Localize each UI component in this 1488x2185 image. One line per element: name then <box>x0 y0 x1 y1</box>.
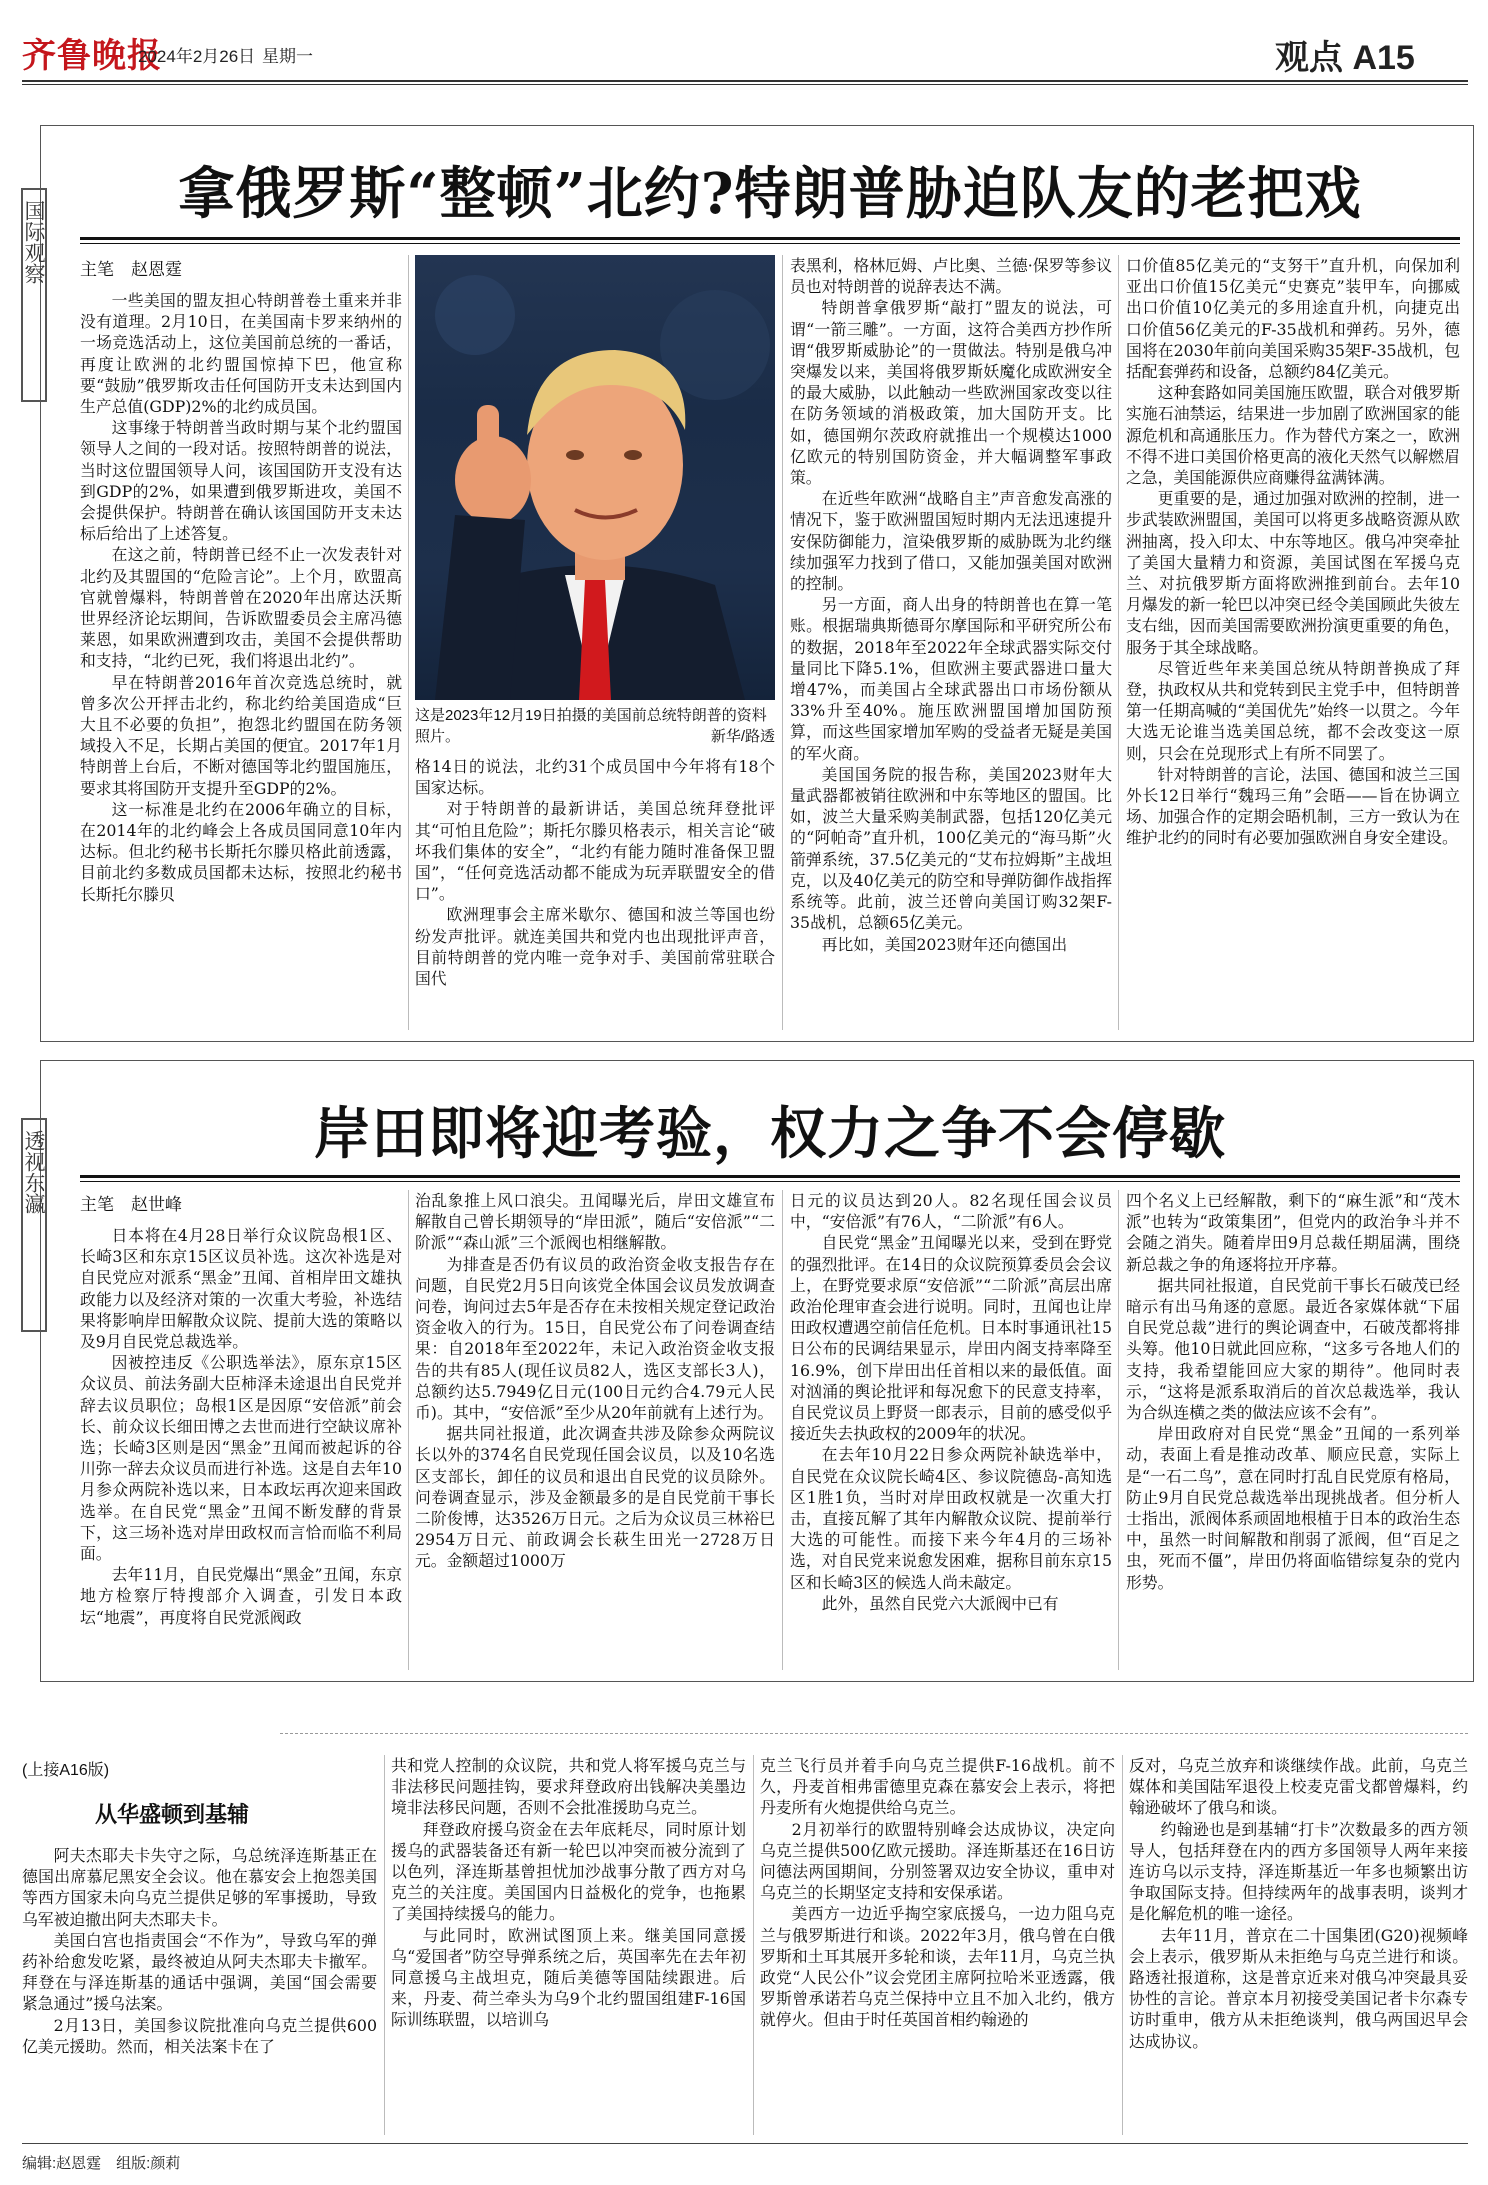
header-rule <box>22 80 1468 82</box>
article-column-1 <box>80 1225 402 1670</box>
article-column-2 <box>415 756 775 1030</box>
paragraph: 这事缘于特朗普当政时期与某个北约盟国领导人之间的一段对话。按照特朗普的说法，当时这位盟国领导人问，该国国防开支没有达到GDP的2%，如果遭到俄罗斯进攻，美国不会提供保护。特朗普在确认该国国防开支未达标后给出了上述答复。 <box>80 418 402 544</box>
column-divider <box>1118 1190 1119 1670</box>
section-tag-international: 国际观察 <box>22 200 45 284</box>
article-column-4 <box>1126 1190 1460 1670</box>
paragraph: 早在特朗普2016年首次竞选总统时，就曾多次公开抨击北约，称北约给美国造成“巨大且不必要的负担”，抱怨北约盟国在防务领域投入不足，长期占美国的便宜。2017年1月特朗普上台后，不断对德国等北约盟国施压，要求其将国防开支提升至GDP的2%。 <box>80 672 402 798</box>
paragraph: 一些美国的盟友担心特朗普卷土重来并非没有道理。2月10日，在美国南卡罗来纳州的一场竞选活动上，这位美国前总统的一番话，再度让欧洲的北约盟国惊掉下巴，他宣称要“鼓励”俄罗斯攻击任何国防开支未达到国内生产总值(GDP)2%的北约成员国。 <box>80 291 402 417</box>
paragraph: 与此同时，欧洲试图顶上来。继美国同意援乌“爱国者”防空导弹系统之后，英国率先在去年初同意援乌主战坦克，随后美德等国陆续跟进。后来，丹麦、荷兰牵头为乌9个北约盟国组建F-16国际训练联盟，以培训乌 <box>391 1925 746 2030</box>
paragraph: 约翰逊也是到基辅“打卡”次数最多的西方领导人，包括拜登在内的西方多国领导人两年来接连访乌以示支持，泽连斯基近一年多也频繁出访争取国际支持。但持续两年的战事表明，谈判才是化解危机的唯一途径。 <box>1129 1819 1468 1924</box>
article-column-4 <box>1126 255 1460 1030</box>
paragraph: 格14日的说法，北约31个成员国中今年将有18个国家达标。 <box>415 757 775 798</box>
headline-rule-thin <box>80 243 1460 244</box>
paragraph: 据共同社报道，此次调查共涉及除参众两院议长以外的374名自民党现任国会议员，以及10名选区支部长，卸任的议员和退出自民党的议员除外。问卷调查显示，涉及金额最多的是自民党前干事长二阶俊博，达3526万日元。之后为众议员三林裕巳2954万日元、前政调会长萩生田光一2728万日元。金额超过1000万 <box>415 1424 775 1571</box>
paragraph: 美西方一边近乎掏空家底援乌，一边力阻乌克兰与俄罗斯进行和谈。2022年3月，俄乌曾在白俄罗斯和土耳其展开多轮和谈，去年11月，乌克兰执政党“人民公仆”议会党团主席阿拉哈米亚透露，俄罗斯曾承诺若乌克兰保持中立且不加入北约，俄方就停火。但由于时任英国首相约翰逊的 <box>760 1904 1115 2030</box>
article-column-2 <box>415 1190 775 1670</box>
issue-weekday: 星期一 <box>262 47 313 66</box>
column-divider <box>408 255 409 1030</box>
column-divider <box>782 255 783 1030</box>
paragraph: 岸田政府对自民党“黑金”丑闻的一系列举动，表面上看是推动改革、顺应民意，实际上是“一石二鸟”，意在同时打乱自民党原有格局，防止9月自民党总裁选举出现挑战者。但分析人士指出，派阀体系顽固地根植于日本的政治生态中，虽然一时间解散和削弱了派阀，但“百足之虫，死而不僵”，岸田仍将面临错综复杂的党内形势。 <box>1126 1424 1460 1592</box>
paragraph: 去年11月，普京在二十国集团(G20)视频峰会上表示，俄罗斯从未拒绝与乌克兰进行和谈。路透社报道称，这是普京近来对俄乌冲突最具妥协性的言论。普京本月初接受美国记者卡尔森专访时重申，俄方从未拒绝谈判，俄乌两国迟早会达成协议。 <box>1129 1925 1468 2051</box>
paragraph: 在去年10月22日参众两院补缺选举中，自民党在众议院长崎4区、参议院德岛-高知选区1胜1负，当时对岸田政权就是一次重大打击，直接瓦解了其年内解散众议院、提前举行大选的可能性。而接下来今年4月的三场补选，对自民党来说愈发困难，据称目前东京15区和长崎3区的候选人尚未敲定。 <box>790 1445 1112 1592</box>
paragraph: 因被控违反《公职选举法》，原东京15区众议员、前法务副大臣柿泽未途退出自民党并辞去议员职位；岛根1区是因原“安倍派”前会长、前众议长细田博之去世而进行空缺议席补选；长崎3区则是因“黑金”丑闻而被起诉的谷川弥一辞去众议员而进行补选。这是自去年10月参众两院补选以来，日本政坛再次迎来国政选举。在自民党“黑金”丑闻不断发酵的背景下，这三场补选对岸田政权而言恰而临不利局面。 <box>80 1353 402 1564</box>
article-column-3 <box>790 1190 1112 1670</box>
paragraph: 美国白宫也指责国会“不作为”，导致乌军的弹药补给愈发吃紧，最终被迫从阿夫杰耶夫卡撤军。拜登在与泽连斯基的通话中强调，美国“国会需要紧急通过”援乌法案。 <box>22 1930 377 2014</box>
paragraph: 表黑利，格林厄姆、卢比奥、兰德·保罗等参议员也对特朗普的说辞表达不满。 <box>790 256 1112 297</box>
paragraph: 阿夫杰耶夫卡失守之际，乌总统泽连斯基正在德国出席慕尼黑安全会议。他在慕安会上抱怨美国等西方国家未向乌克兰提供足够的军事援助，导致乌军被迫撤出阿夫杰耶夫卡。 <box>22 1846 377 1929</box>
paragraph: 共和党人控制的众议院，共和党人将军援乌克兰与非法移民问题挂钩，要求拜登政府出钱解决美墨边境非法移民问题，否则不会批准援助乌克兰。 <box>391 1756 746 1818</box>
continued-from-tag: (上接A16版) <box>22 1762 110 1779</box>
article-column-1 <box>80 290 402 1030</box>
paragraph: 自民党“黑金”丑闻曝光以来，受到在野党的强烈批评。在14日的众议院预算委员会会议上，在野党要求原“安倍派”“二阶派”高层出席政治伦理审查会进行说明。同时，丑闻也让岸田政权遭遇空前信任危机。日本时事通讯社15日公布的民调结果显示，岸田内阁支持率降至16.9%，创下岸田出任首相以来的最低值。面对汹涌的舆论批评和每况愈下的民意支持率，自民党议员上野贤一郎表示，目前的感受似乎接近失去执政权的2009年的状况。 <box>790 1233 1112 1444</box>
paragraph: 据共同社报道，自民党前干事长石破茂已经暗示有出马角逐的意愿。最近各家媒体就“下届自民党总裁”进行的舆论调查中，石破茂都将排头筹。他10日就此回应称，“这多亏各地人们的支持，我希望能回应大家的期待”。他同时表示，“这将是派系取消后的首次总裁选举，我认为合纵连横之类的做法应该不会有”。 <box>1126 1275 1460 1423</box>
paragraph: 日元的议员达到20人。82名现任国会议员中，“安倍派”有76人，“二阶派”有6人。 <box>790 1191 1112 1232</box>
paragraph: 口价值85亿美元的“支努干”直升机，向保加利亚出口价值15亿美元“史赛克”装甲车，向挪威出口价值10亿美元的多用途直升机，向捷克出口价值56亿美元的F-35战机和弹药。另外，德国将在2030年前向美国采购35架F-35战机，包括配套弹药和设备，总额约84亿美元。 <box>1126 256 1460 382</box>
column-divider <box>753 1755 754 2135</box>
column-divider <box>782 1190 783 1670</box>
headline-rule-thin <box>80 1181 1460 1182</box>
paragraph: 欧洲理事会主席米歇尔、德国和波兰等国也纷纷发声批评。就连美国共和党内也出现批评声音，目前特朗普的党内唯一竞争对手、美国前常驻联合国代 <box>415 905 775 989</box>
paragraph: 去年11月，自民党爆出“黑金”丑闻，东京地方检察厅特搜部介入调查，引发日本政坛“地震”，再度将自民党派阀政 <box>80 1565 402 1627</box>
article-headline: 岸田即将迎考验，权力之争不会停歇 <box>314 1101 1226 1167</box>
photo-credit: 新华/路透 <box>710 728 775 745</box>
paragraph: 此外，虽然自民党六大派阀中已有 <box>821 1593 1059 1613</box>
masthead-logo: 齐鲁晚报 <box>22 36 162 76</box>
paragraph: 2月初举行的欧盟特别峰会达成协议，决定向乌克兰提供500亿欧元援助。泽连斯基还在16日访问德法两国期间，分别签署双边安全协议，重申对乌克兰的长期坚定支持和安保承诺。 <box>760 1819 1115 1903</box>
paragraph: 2月13日，美国参议院批准向乌克兰提供600亿美元援助。然而，相关法案卡在了 <box>22 2015 377 2056</box>
paragraph: 日本将在4月28日举行众议院岛根1区、长崎3区和东京15区议员补选。这次补选是对自民党应对派系“黑金”丑闻、首相岸田文雄执政能力以及经济对策的一次重大考验，补选结果将影响岸田解散众议院、提前大选的策略以及9月自民党总裁选举。 <box>80 1226 402 1352</box>
paragraph: 另一方面，商人出身的特朗普也在算一笔账。根据瑞典斯德哥尔摩国际和平研究所公布的数据，2018年至2022年全球武器实际交付量同比下降5.1%，但欧洲主要武器进口量大增47%，而美国占全球武器出口市场份额从33%升至40%。施压欧洲盟国增加国防预算，而这些国家增加军购的受益者无疑是美国的军火商。 <box>790 595 1112 763</box>
issue-date: 2024年2月26日 <box>138 47 256 66</box>
paragraph: 美国国务院的报告称，美国2023财年大量武器都被销往欧洲和中东等地区的盟国。比如，波兰大量采购美制武器，包括120亿美元的“阿帕奇”直升机，100亿美元的“海马斯”火箭弹系统，37.5亿美元的“艾布拉姆斯”主战坦克，以及40亿美元的防空和导弹防御作战指挥系统等。此前，波兰还曾向美国订购32架F-35战机，总额65亿美元。 <box>790 764 1112 933</box>
section-tag-japan: 透视东瀛 <box>22 1130 45 1214</box>
article-column-1 <box>22 1845 377 2135</box>
column-divider <box>408 1190 409 1670</box>
section-divider <box>280 1733 1468 1734</box>
column-divider <box>384 1755 385 2135</box>
paragraph: 为排查是否仍有议员的政治资金收支报告存在问题，自民党2月5日向该党全体国会议员发放调查问卷，询问过去5年是否存在未按相关规定登记政治资金收入的行为。15日，自民党公布了问卷调查结果：自2018年至2022年，未记入政治资金收支报告的共有85人(现任议员82人，选区支部长3人)，总额约达5.7949亿日元(100日元约合4.79元人民币)。其中，“安倍派”至少从20年前就有上述行为。 <box>415 1254 775 1423</box>
footer-editors: 编辑:赵恩霆 组版:颜莉 <box>22 2155 181 2172</box>
paragraph: 克兰飞行员并着手向乌克兰提供F-16战机。前不久，丹麦首相弗雷德里克森在慕安会上表示，将把丹麦所有火炮提供给乌克兰。 <box>760 1756 1115 1818</box>
article-column-3 <box>790 255 1112 1030</box>
caption-text: 这是2023年12月19日拍摄的美国前总统特朗普的资料照片。 <box>415 707 767 745</box>
article-byline: 主笔 赵世峰 <box>80 1195 182 1214</box>
article-headline: 拿俄罗斯“整顿”北约?特朗普胁迫队友的老把戏 <box>178 161 1362 227</box>
footer-rule <box>22 2143 1468 2144</box>
paragraph: 反对，乌克兰放弃和谈继续作战。此前，乌克兰媒体和美国陆军退役上校麦克雷戈都曾爆料，约翰逊破坏了俄乌和谈。 <box>1129 1756 1468 1818</box>
column-divider <box>1118 255 1119 1030</box>
headline-rule <box>80 237 1460 240</box>
article-byline: 主笔 赵恩霆 <box>80 260 182 279</box>
article-subhead: 从华盛顿到基辅 <box>95 1802 250 1828</box>
paragraph: 治乱象推上风口浪尖。丑闻曝光后，岸田文雄宣布解散自己曾长期领导的“岸田派”，随后“安倍派”“二阶派”“森山派”三个派阀也相继解散。 <box>415 1191 775 1253</box>
paragraph: 再比如，美国2023财年还向德国出 <box>821 934 1068 954</box>
paragraph: 尽管近些年来美国总统从特朗普换成了拜登，执政权从共和党转到民主党手中，但特朗普第一任期高喊的“美国优先”始终一以贯之。今年大选无论谁当选美国总统，都不会改变这一原则，只会在兑现形式上有所不同罢了。 <box>1126 658 1460 763</box>
photo-caption <box>415 705 775 747</box>
header-rule-thin <box>22 84 1468 85</box>
column-divider <box>1122 1755 1123 2135</box>
paragraph: 在这之前，特朗普已经不止一次发表针对北约及其盟国的“危险言论”。上个月，欧盟高官就曾爆料，特朗普曾在2020年出席达沃斯世界经济论坛期间，告诉欧盟委员会主席冯德莱恩，如果欧洲遭到攻击，美国不会提供帮助和支持，“北约已死，我们将退出北约”。 <box>80 545 402 671</box>
paragraph: 对于特朗普的最新讲话，美国总统拜登批评其“可怕且危险”；斯托尔滕贝格表示，相关言论“破坏我们集体的安全”，“北约有能力随时准备保卫盟国”，“任何竞选活动都不能成为玩弄联盟安全的借口”。 <box>415 799 775 904</box>
paragraph: 这种套路如同美国施压欧盟，联合对俄罗斯实施石油禁运，结果进一步加剧了欧洲国家的能源危机和高通胀压力。作为替代方案之一，欧洲不得不进口美国价格更高的液化天然气以解燃眉之急，美国能源供应商赚得盆满钵满。 <box>1126 383 1460 488</box>
paragraph: 在近些年欧洲“战略自主”声音愈发高涨的情况下，鉴于欧洲盟国短时期内无法迅速提升安保防御能力，渲染俄罗斯的威胁既为北约继续加强军力找到了借口，又能加强美国对欧洲的控制。 <box>790 489 1112 594</box>
paragraph: 拜登政府援乌资金在去年底耗尽，同时原计划援乌的武器装备还有新一轮巴以冲突而被分流到了以色列，泽连斯基曾担忧加沙战事分散了西方对乌克兰的关注度。美国国内日益极化的党争，也拖累了美国持续援乌的能力。 <box>391 1819 746 1924</box>
paragraph: 四个名义上已经解散，剩下的“麻生派”和“茂木派”也转为“政策集团”，但党内的政治争斗并不会随之消失。随着岸田9月总裁任期届满，围绕新总裁之争的角逐将拉开序幕。 <box>1126 1191 1460 1274</box>
section-page-label: 观点 A15 <box>1275 39 1415 77</box>
article-column-3 <box>760 1755 1115 2135</box>
article-column-4 <box>1129 1755 1468 2135</box>
article-column-2 <box>391 1755 746 2135</box>
portrait-illustration <box>415 255 775 700</box>
paragraph: 这一标准是北约在2006年确立的目标，在2014年的北约峰会上各成员国同意10年内达标。但北约秘书长斯托尔滕贝格此前透露，目前北约多数成员国都未达标，按照北约秘书长斯托尔滕贝 <box>80 799 402 904</box>
news-photo-trump <box>415 255 775 700</box>
paragraph: 更重要的是，通过加强对欧洲的控制，进一步武装欧洲盟国，美国可以将更多战略资源从欧洲抽离，投入印太、中东等地区。俄乌冲突牵扯了美国大量精力和资源，美国试图在军援乌克兰、对抗俄罗斯方面将欧洲推到前台。去年10月爆发的新一轮巴以冲突已经令美国顾此失彼左支右绌，因而美国需要欧洲扮演更重要的角色，服务于其全球战略。 <box>1126 489 1460 657</box>
paragraph: 针对特朗普的言论，法国、德国和波兰三国外长12日举行“魏玛三角”会晤——旨在协调立场、加强合作的定期会晤机制，三方一致认为在维护北约的同时有必要加强欧洲自身安全建设。 <box>1126 764 1460 848</box>
headline-rule <box>80 1175 1460 1178</box>
paragraph: 特朗普拿俄罗斯“敲打”盟友的说法，可谓“一箭三雕”。一方面，这符合美西方抄作所谓“俄罗斯威胁论”的一贯做法。特别是俄乌冲突爆发以来，美国将俄罗斯妖魔化成欧洲安全的最大威胁，以此触动一些欧洲国家改变以往在防务领域的消极政策，加大国防开支。比如，德国朔尔茨政府就推出一个规模达1000亿欧元的特别国防资金，并大幅调整军事政策。 <box>790 298 1112 488</box>
